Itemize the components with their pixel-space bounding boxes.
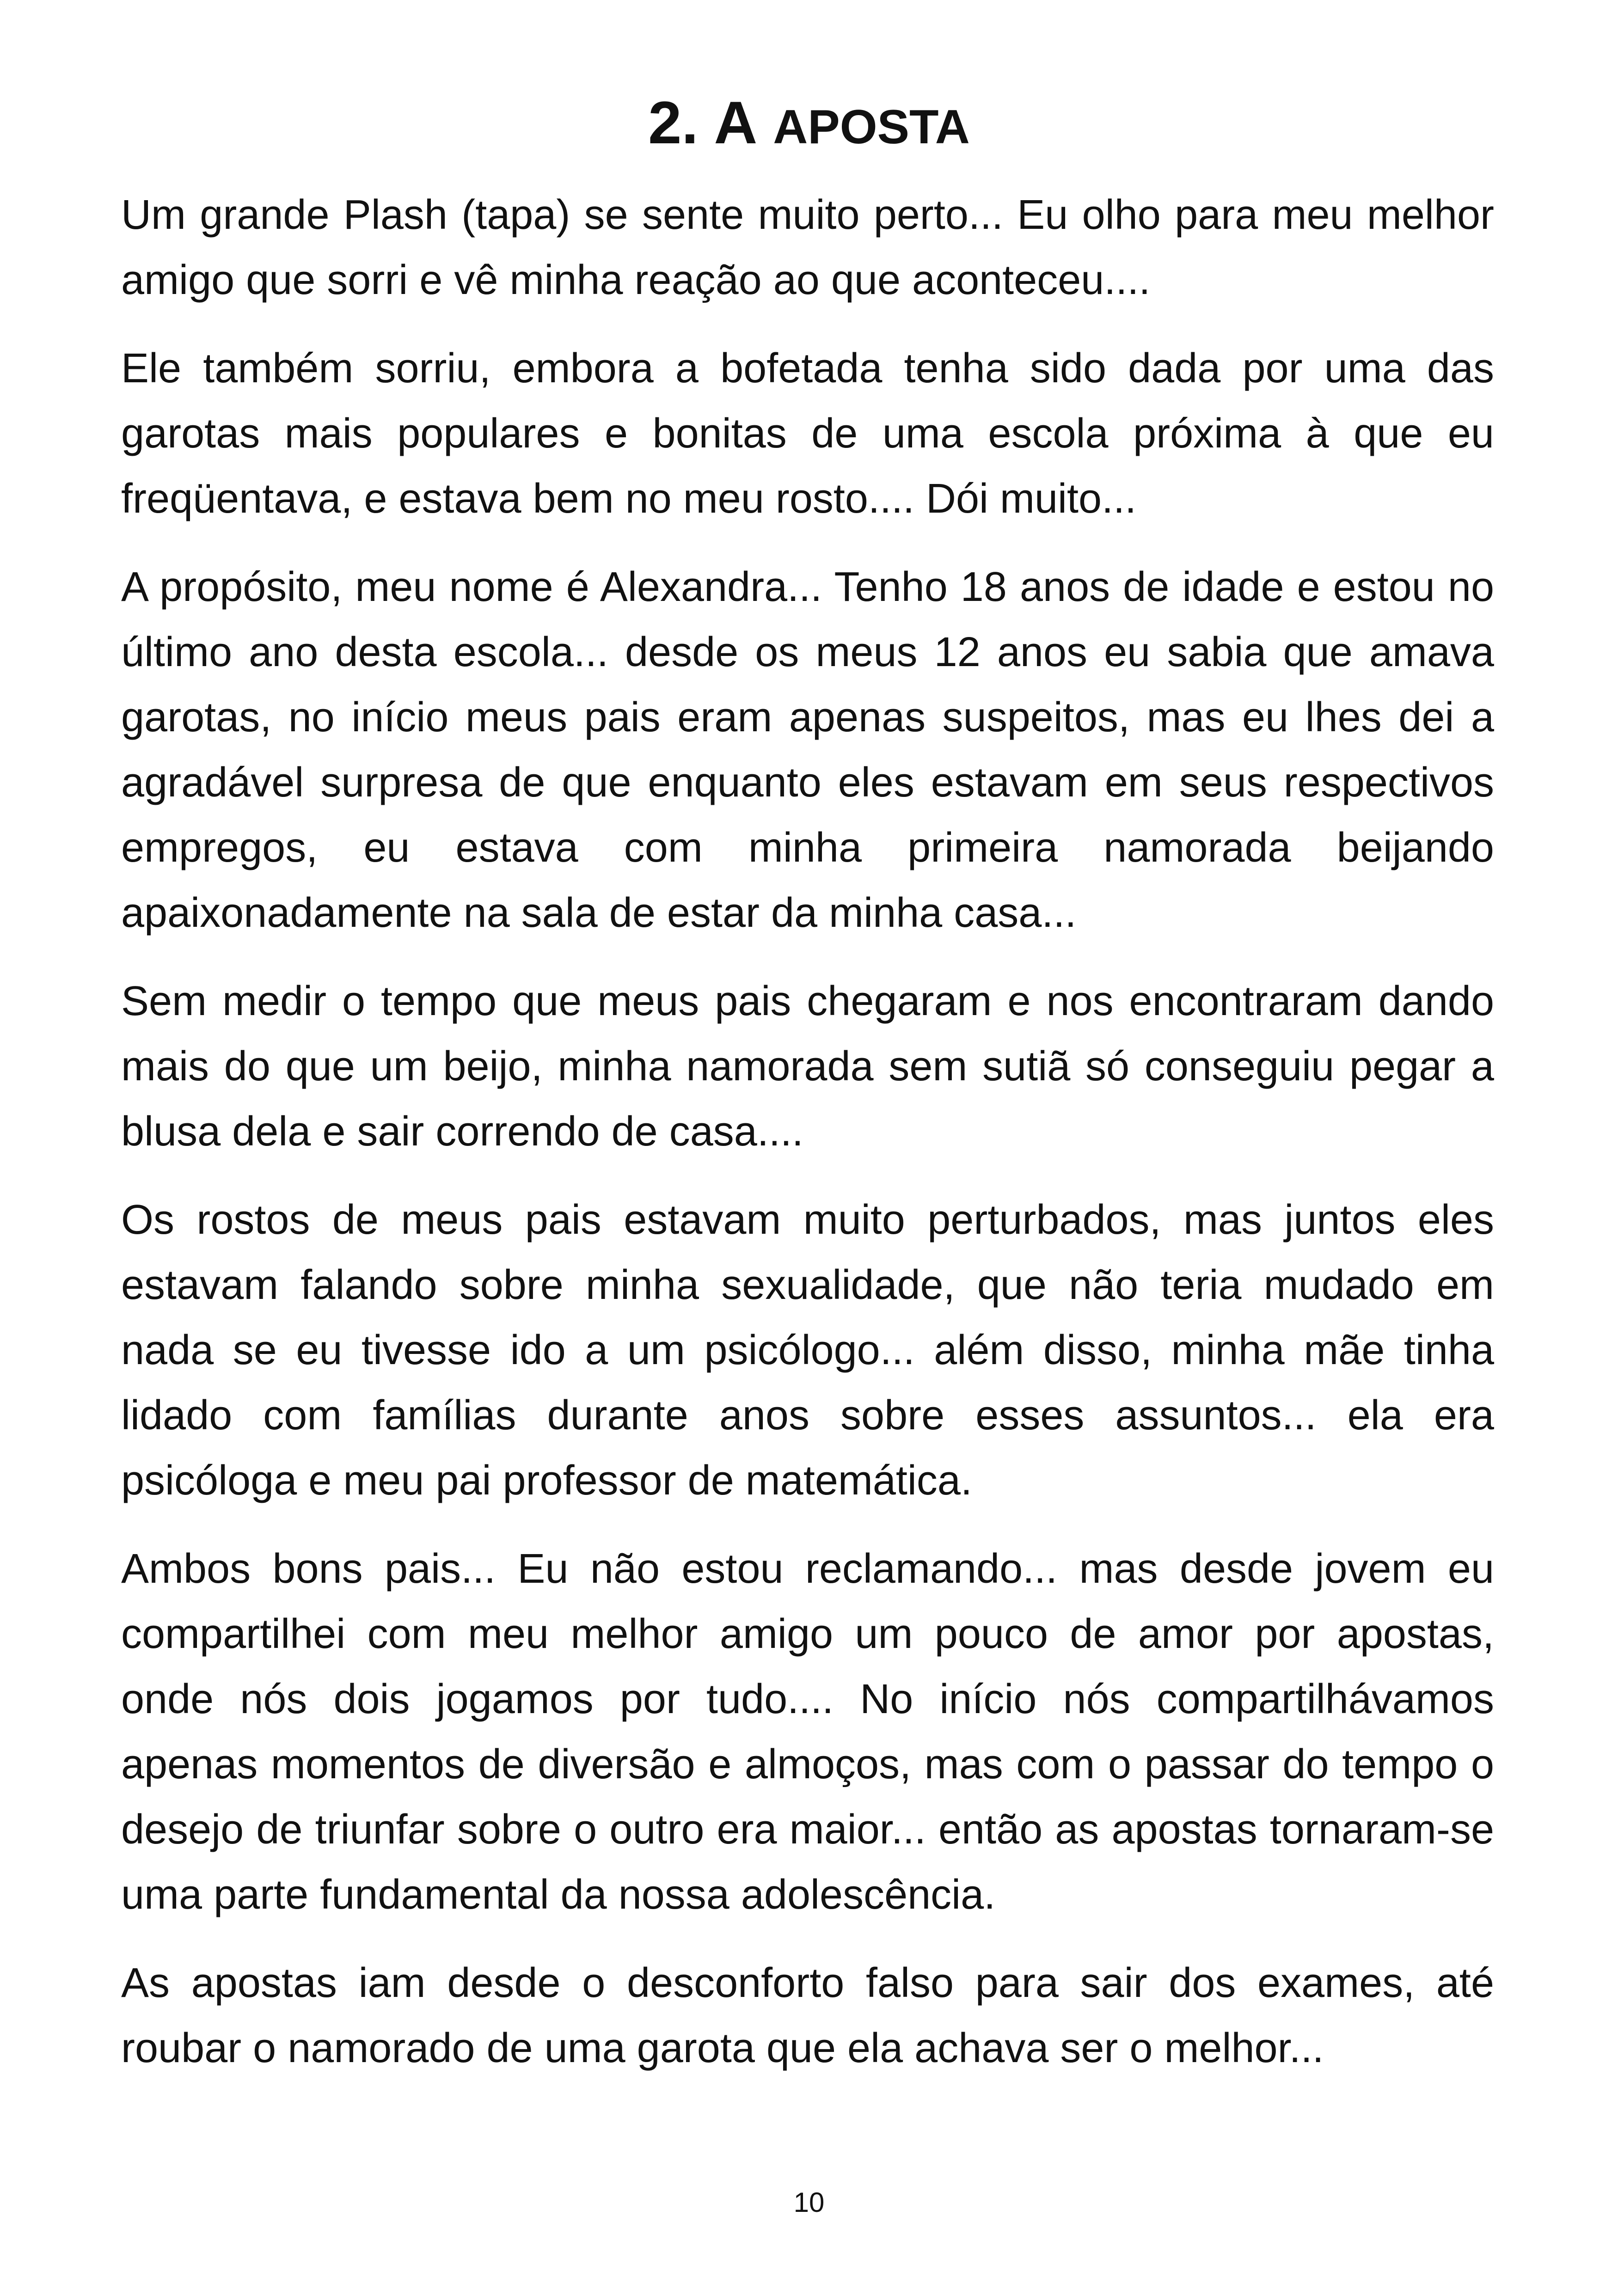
page-number: 10 <box>793 2187 825 2218</box>
paragraph: Ele também sorriu, embora a bofetada tenha sido dada por uma das garotas mais populares e bonitas de uma escola próxima à que eu freqüentava, e estava bem no meu rosto.... Dói muito... <box>121 345 1494 522</box>
paragraph: As apostas iam desde o desconforto falso para sair dos exames, até roubar o namorado de uma garota que ela achava ser o melhor... <box>121 1960 1494 2071</box>
paragraph: Sem medir o tempo que meus pais chegaram e nos encontraram dando mais do que um beijo, minha namorada sem sutiã só conseguiu pegar a blusa dela e sair correndo de casa.... <box>121 978 1494 1155</box>
paragraph: A propósito, meu nome é Alexandra... Tenho 18 anos de idade e estou no último ano desta escola... desde os meus 12 anos eu sabia que amava garotas, no início meus pais eram apenas suspeitos, mas eu lhes dei a agradável surpresa de que enquanto eles estavam em seus respectivos empregos, eu estava com minha primeira namorada beijando apaixonadamente na sala de estar da minha casa... <box>121 564 1494 936</box>
chapter-title <box>0 88 1618 162</box>
paragraph: Ambos bons pais... Eu não estou reclamando... mas desde jovem eu compartilhei com meu melhor amigo um pouco de amor por apostas, onde nós dois jogamos por tudo.... No início nós compartilhávamos apenas momentos de diversão e almoços, mas com o passar do tempo o desejo de triunfar sobre o outro era maior... então as apostas tornaram-se uma parte fundamental da nossa adolescência. <box>121 1546 1494 1918</box>
paragraph: Os rostos de meus pais estavam muito perturbados, mas juntos eles estavam falando sobre minha sexualidade, que não teria mudado em nada se eu tivesse ido a um psicólogo... além disso, minha mãe tinha lidado com famílias durante anos sobre esses assuntos... ela era psicóloga e meu pai professor de matemática. <box>121 1197 1494 1504</box>
chapter-title-rest: APOSTA <box>773 100 970 154</box>
chapter-title-initial: A <box>714 89 758 156</box>
paragraph: Um grande Plash (tapa) se sente muito perto... Eu olho para meu melhor amigo que sorri e vê minha reação ao que aconteceu.... <box>121 192 1494 303</box>
body-text <box>121 183 1494 2104</box>
chapter-number: 2. <box>648 89 699 156</box>
